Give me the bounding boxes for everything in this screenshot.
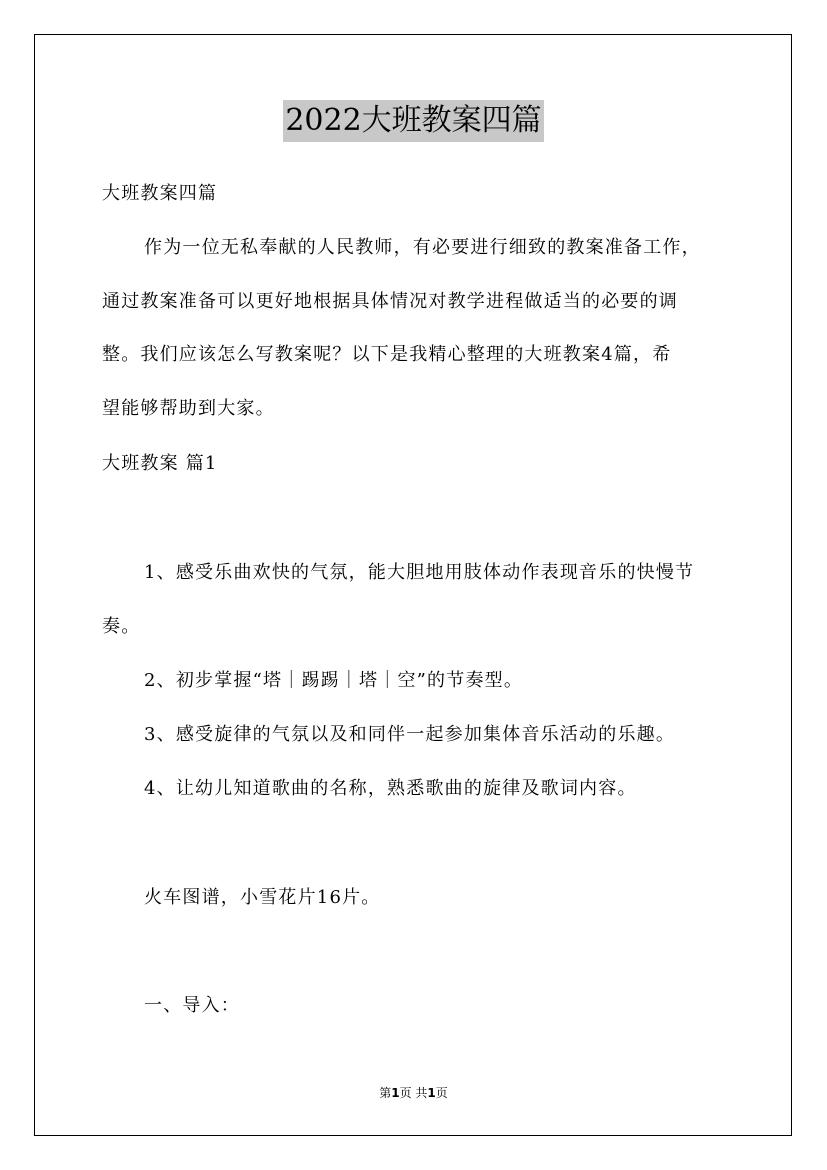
goal-1-line-1: 1、感受乐曲欢快的气氛，能大胆地用肢体动作表现音乐的快慢节	[144, 562, 695, 583]
title-container	[0, 100, 827, 142]
footer-page-current: 1	[391, 1086, 400, 1100]
goal-4: 4、让幼儿知道歌曲的名称，熟悉歌曲的旋律及歌词内容。	[144, 778, 637, 799]
page-footer	[0, 1084, 827, 1101]
document-subtitle: 大班教案四篇	[102, 183, 218, 204]
intro-line-3: 整。我们应该怎么写教案呢？以下是我精心整理的大班教案4篇，希	[102, 344, 672, 365]
footer-suffix: 页	[435, 1086, 448, 1100]
goal-2: 2、初步掌握“塔｜踢踢｜塔｜空”的节奏型。	[144, 670, 524, 691]
intro-line-2: 通过教案准备可以更好地根据具体情况对教学进程做适当的必要的调	[102, 291, 678, 312]
intro-line-4: 望能够帮助到大家。	[102, 398, 275, 419]
footer-page-total: 1	[427, 1086, 436, 1100]
materials-line: 火车图谱，小雪花片16片。	[144, 887, 381, 908]
intro-line-1: 作为一位无私奉献的人民教师，有必要进行细致的教案准备工作，	[144, 237, 701, 258]
goal-1-line-2: 奏。	[102, 616, 141, 637]
process-step-1: 一、导入：	[144, 995, 240, 1016]
footer-prefix: 第	[379, 1086, 392, 1100]
document-title: 2022大班教案四篇	[283, 100, 543, 142]
section-heading: 大班教案 篇1	[102, 453, 218, 474]
goal-3: 3、感受旋律的气氛以及和同伴一起参加集体音乐活动的乐趣。	[144, 724, 676, 745]
footer-mid: 页 共	[399, 1086, 428, 1100]
